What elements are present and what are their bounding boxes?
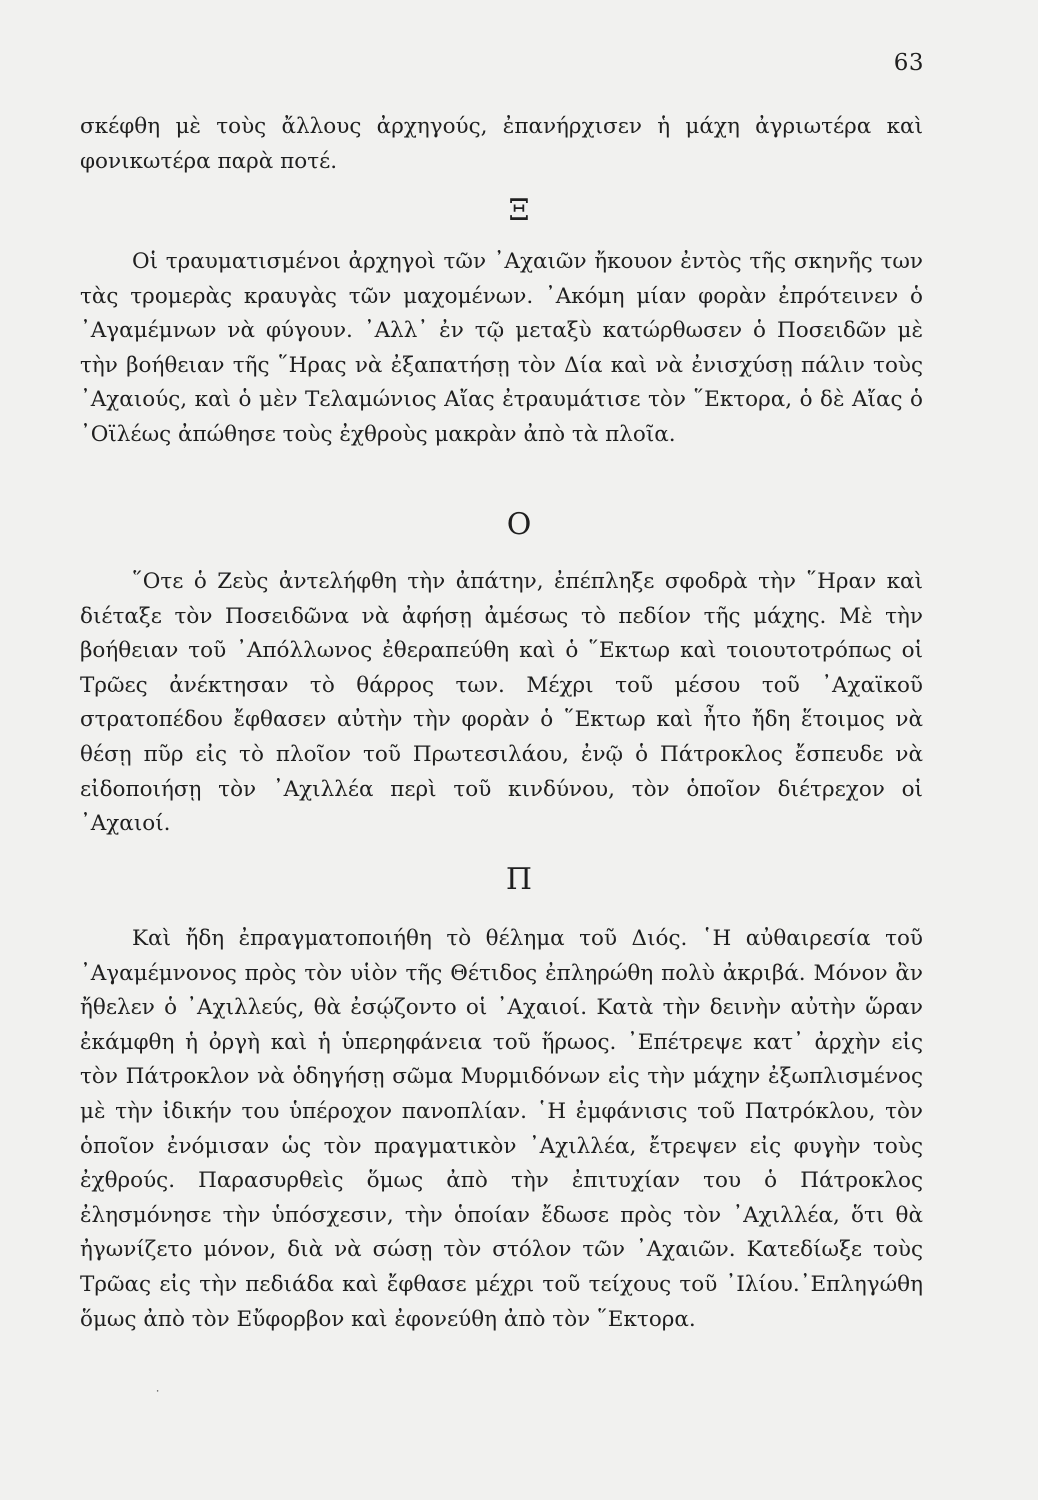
section-pi-paragraph: Καὶ ἤδη ἐπραγματοποιήθη τὸ θέλημα τοῦ Διός. ῾Η αὐθαιρεσία τοῦ ᾿Αγαμέμνονος πρὸς τὸν υἱὸν τῆς Θέτιδος ἐπληρώθη πολὺ ἀκριβά. Μόνον ἂν ἤθελεν ὁ ᾿Αχιλλεύς, θὰ ἐσῴζοντο οἱ ᾿Αχαιοί. Κατὰ τὴν δεινὴν αὐτὴν ὥραν ἐκάμφθη ἡ ὀργὴ καὶ ἡ ὑπερηφάνεια τοῦ ἥρωος. ᾿Επέτρεψε κατ᾿ ἀρχὴν εἰς τὸν Πάτροκλον νὰ ὁδηγήσῃ σῶμα Μυρμιδόνων εἰς τὴν μάχην ἐξωπλισμένος μὲ τὴν ἰδικήν του ὑπέροχον πανοπλίαν. ῾Η ἐμφάνισις τοῦ Πατρόκλου, τὸν ὁποῖον ἐνόμισαν ὡς τὸν πραγματικὸν ᾿Αχιλλέα, ἔτρεψεν εἰς φυγὴν τοὺς ἐχθρούς. Παρασυρθεὶς ὅμως ἀπὸ τὴν ἐπιτυχίαν του ὁ Πάτροκλος ἐλησμόνησε τὴν ὑπόσχεσιν, τὴν ὁποίαν ἔδωσε πρὸς τὸν ᾿Αχιλλέα, ὅτι θὰ ἠγωνίζετο μόνον, διὰ νὰ σώσῃ τὸν στόλον τῶν ᾿Αχαιῶν. Κατεδίωξε τοὺς Τρῶας εἰς τὴν πεδιάδα καὶ ἔφθασε μέχρι τοῦ τείχους τοῦ ᾿Ιλίου.᾿Επληγώθη ὅμως ἀπὸ τὸν Εὔφορβον καὶ ἐφονεύθη ἀπὸ τὸν ῞Εκτορα. [80,926,923,1332]
section-omicron-block [80,565,923,842]
section-xi-paragraph: Οἱ τραυματισμένοι ἀρχηγοὶ τῶν ᾿Αχαιῶν ἤκουον ἐντὸς τῆς σκηνῆς των τὰς τρομερὰς κραυγὰς τῶν μαχομένων. ᾿Ακόμη μίαν φορὰν ἐπρότεινεν ὁ ᾿Αγαμέμνων νὰ φύγουν. ᾿Αλλ᾿ ἐν τῷ μεταξὺ κατώρθωσεν ὁ Ποσειδῶν μὲ τὴν βοήθειαν τῆς ῞Ηρας νὰ ἐξαπατήσῃ τὸν Δία καὶ νὰ ἐνισχύσῃ πάλιν τοὺς ᾿Αχαιούς, καὶ ὁ μὲν Τελαμώνιος Αἴας ἐτραυμάτισε τὸν ῞Εκτορα, ὁ δὲ Αἴας ὁ ᾿Οϊλέως ἀπώθησε τοὺς ἐχθροὺς μακρὰν ἀπὸ τὰ πλοῖα. [80,249,923,447]
section-heading-pi: Π [505,862,533,897]
intro-paragraph: σκέφθη μὲ τοὺς ἄλλους ἀρχηγούς, ἐπανήρχισεν ἡ μάχη ἀγριωτέρα καὶ φονικωτέρα παρὰ ποτέ. [80,114,923,174]
section-heading-omicron: Ο [506,507,532,542]
section-pi-block [80,922,923,1337]
section-omicron-paragraph: ῞Οτε ὁ Ζεὺς ἀντελήφθη τὴν ἀπάτην, ἐπέπληξε σφοδρὰ τὴν ῞Ηραν καὶ διέταξε τὸν Ποσειδῶνα νὰ ἀφήσῃ ἀμέσως τὸ πεδίον τῆς μάχης. Μὲ τὴν βοήθειαν τοῦ ᾿Απόλλωνος ἐθεραπεύθη καὶ ὁ ῞Εκτωρ καὶ τοιουτοτρόπως οἱ Τρῶες ἀνέκτησαν τὸ θάρρος των. Μέχρι τοῦ μέσου τοῦ ᾿Αχαϊκοῦ στρατοπέδου ἔφθασεν αὐτὴν τὴν φορὰν ὁ ῞Εκτωρ καὶ ἦτο ἤδη ἕτοιμος νὰ θέσῃ πῦρ εἰς τὸ πλοῖον τοῦ Πρωτεσιλάου, ἐνῷ ὁ Πάτροκλος ἔσπευδε νὰ εἰδοποιήσῃ τὸν ᾿Αχιλλέα περὶ τοῦ κινδύνου, τὸν ὁποῖον διέτρεχον οἱ ᾿Αχαιοί. [80,569,923,837]
stray-ink-mark: ⸱ [156,1384,160,1398]
section-xi-block [80,245,923,453]
section-heading-xi: Ξ [508,193,530,228]
page-number: 63 [893,50,924,76]
intro-paragraph-block [80,110,923,179]
